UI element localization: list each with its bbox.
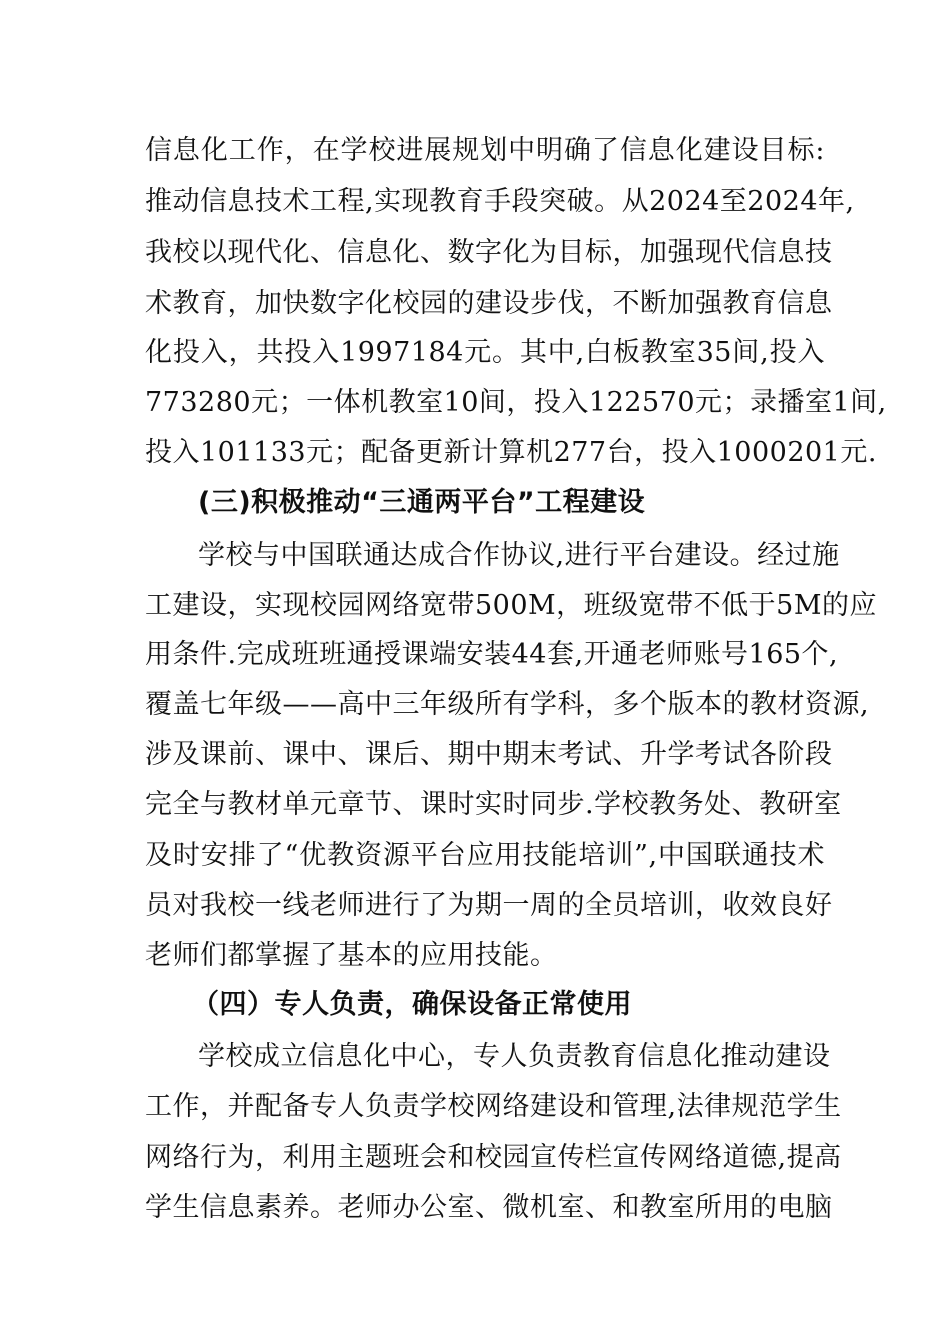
paragraph-line: 学生信息素养。老师办公室、微机室、和教室所用的电脑: [145, 1192, 833, 1223]
paragraph-line: 涉及课前、课中、课后、期中期末考试、升学考试各阶段: [145, 739, 833, 770]
paragraph-line: 老师们都掌握了基本的应用技能。: [145, 940, 558, 971]
section-heading-3: (三)积极推动“三通两平台”工程建设: [198, 487, 646, 518]
paragraph-line: 化投入，共投入1997184元。其中,白板教室35间,投入: [145, 337, 825, 368]
paragraph-line: 工建设，实现校园网络宽带500M，班级宽带不低于5M的应: [145, 590, 878, 621]
paragraph-line: 用条件.完成班班通授课端安装44套,开通老师账号165个,: [145, 639, 839, 670]
paragraph-line: 学校与中国联通达成合作协议,进行平台建设。经过施: [198, 540, 840, 571]
section-heading-4: （四）专人负责，确保设备正常使用: [192, 989, 632, 1020]
paragraph-line: 工作，并配备专人负责学校网络建设和管理,法律规范学生: [145, 1091, 842, 1122]
paragraph-line: 学校成立信息化中心，专人负责教育信息化推动建设: [198, 1041, 831, 1072]
paragraph-line: 术教育，加快数字化校园的建设步伐，不断加强教育信息: [145, 288, 833, 319]
paragraph-line: 我校以现代化、信息化、数字化为目标，加强现代信息技: [145, 237, 833, 268]
paragraph-line: 网络行为，利用主题班会和校园宣传栏宣传网络道德,提高: [145, 1142, 842, 1173]
paragraph-line: 信息化工作，在学校进展规划中明确了信息化建设目标:: [145, 135, 825, 166]
paragraph-line: 完全与教材单元章节、课时实时同步.学校教务处、教研室: [145, 789, 842, 820]
paragraph-line: 773280元；一体机教室10间，投入122570元；录播室1间,: [145, 387, 887, 418]
paragraph-line: 员对我校一线老师进行了为期一周的全员培训，收效良好: [145, 890, 833, 921]
paragraph-line: 及时安排了“优教资源平台应用技能培训”,中国联通技术: [145, 840, 825, 871]
paragraph-line: 投入101133元；配备更新计算机277台，投入1000201元.: [145, 437, 877, 468]
paragraph-line: 推动信息技术工程,实现教育手段突破。从2024至2024年,: [145, 186, 855, 217]
paragraph-line: 覆盖七年级——高中三年级所有学科，多个版本的教材资源,: [145, 689, 870, 720]
